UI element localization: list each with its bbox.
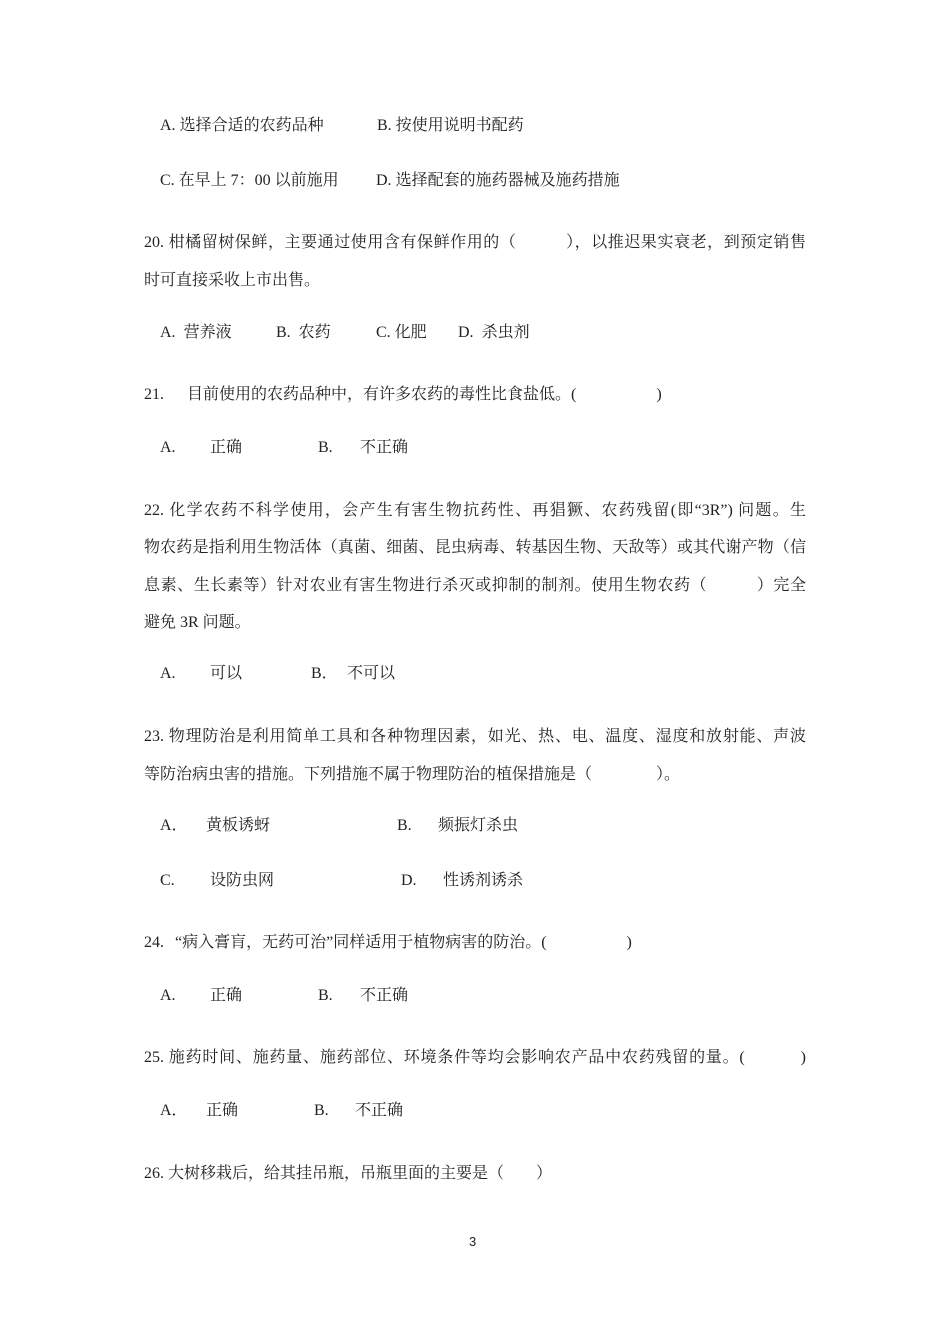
q26-text: 26. 大树移栽后，给其挂吊瓶，吊瓶里面的主要是（ ） [144, 1165, 553, 1182]
q23-option-b-letter: B. [397, 817, 412, 834]
q25-option-b-letter: B. [314, 1102, 329, 1119]
q21-number: 21. [144, 386, 164, 403]
page-number: 3 [469, 1234, 477, 1249]
q25-option-a-text: 正确 [206, 1102, 239, 1119]
q22-option-a-text: 可以 [210, 665, 243, 682]
q22-line-2: 物农药是指利用生物活体（真菌、细菌、昆虫病毒、转基因生物、天敌等）或其代谢产物（信 [144, 539, 806, 556]
q23-option-a-letter: A． [160, 817, 188, 834]
q22-line-4: 避免 3R 问题。 [144, 614, 251, 631]
q24-text: “病入膏肓，无药可治”同样适用于植物病害的防治。( ) [175, 934, 632, 951]
q21-option-a-text: 正确 [210, 439, 243, 456]
q20-line-2: 时可直接采收上市出售。 [144, 272, 321, 289]
q22-option-b-text: 不可以 [347, 665, 396, 682]
q23-option-c-text: 设防虫网 [210, 872, 275, 889]
q22-line-1: 22. 化学农药不科学使用，会产生有害生物抗药性、再猖獗、农药残留(即“3R”) 问题。生 [144, 502, 806, 519]
q21-option-a-letter: A. [160, 439, 176, 456]
q23-option-c-letter: C. [160, 872, 175, 889]
q19-option-a: A. 选择合适的农药品种 [160, 117, 324, 134]
q22-option-b-letter: B． [311, 665, 338, 682]
q23-option-a-text: 黄板诱蚜 [206, 817, 271, 834]
q21-option-b-letter: B. [318, 439, 333, 456]
q22-option-a-letter: A. [160, 665, 176, 682]
q20-option-b: B. 农药 [276, 324, 331, 341]
q25-option-b-text: 不正确 [355, 1102, 404, 1119]
q23-line-2: 等防治病虫害的措施。下列措施不属于物理防治的植保措施是（ ）。 [144, 766, 681, 783]
q21-option-b-text: 不正确 [360, 439, 409, 456]
q19-option-b: B. 按使用说明书配药 [377, 117, 524, 134]
q23-option-d-text: 性诱剂诱杀 [443, 872, 524, 889]
q24-option-b-letter: B. [318, 987, 333, 1004]
q20-option-a: A. 营养液 [160, 324, 232, 341]
q24-option-b-text: 不正确 [360, 987, 409, 1004]
q20-option-d: D. 杀虫剂 [458, 324, 530, 341]
q24-option-a-text: 正确 [210, 987, 243, 1004]
q24-number: 24. [144, 934, 164, 951]
q20-option-c: C. 化肥 [376, 324, 427, 341]
q25-option-a-letter: A． [160, 1102, 188, 1119]
q25-text: 25. 施药时间、施药量、施药部位、环境条件等均会影响农产品中农药残留的量。( ) [144, 1049, 806, 1066]
q22-line-3: 息素、生长素等）针对农业有害生物进行杀灭或抑制的制剂。使用生物农药（ ）完全 [144, 577, 806, 594]
q19-option-d: D. 选择配套的施药器械及施药措施 [376, 172, 620, 189]
q24-option-a-letter: A. [160, 987, 176, 1004]
q23-option-d-letter: D. [401, 872, 417, 889]
q19-option-c: C. 在早上 7：00 以前施用 [160, 172, 339, 189]
q21-text: 目前使用的农药品种中，有许多农药的毒性比食盐低。( ) [187, 386, 662, 403]
q23-line-1: 23. 物理防治是利用简单工具和各种物理因素，如光、热、电、温度、湿度和放射能、声波 [144, 728, 806, 745]
q23-option-b-text: 频振灯杀虫 [438, 817, 519, 834]
q20-line-1: 20. 柑橘留树保鲜，主要通过使用含有保鲜作用的（ ），以推迟果实衰老，到预定销售 [144, 234, 806, 251]
